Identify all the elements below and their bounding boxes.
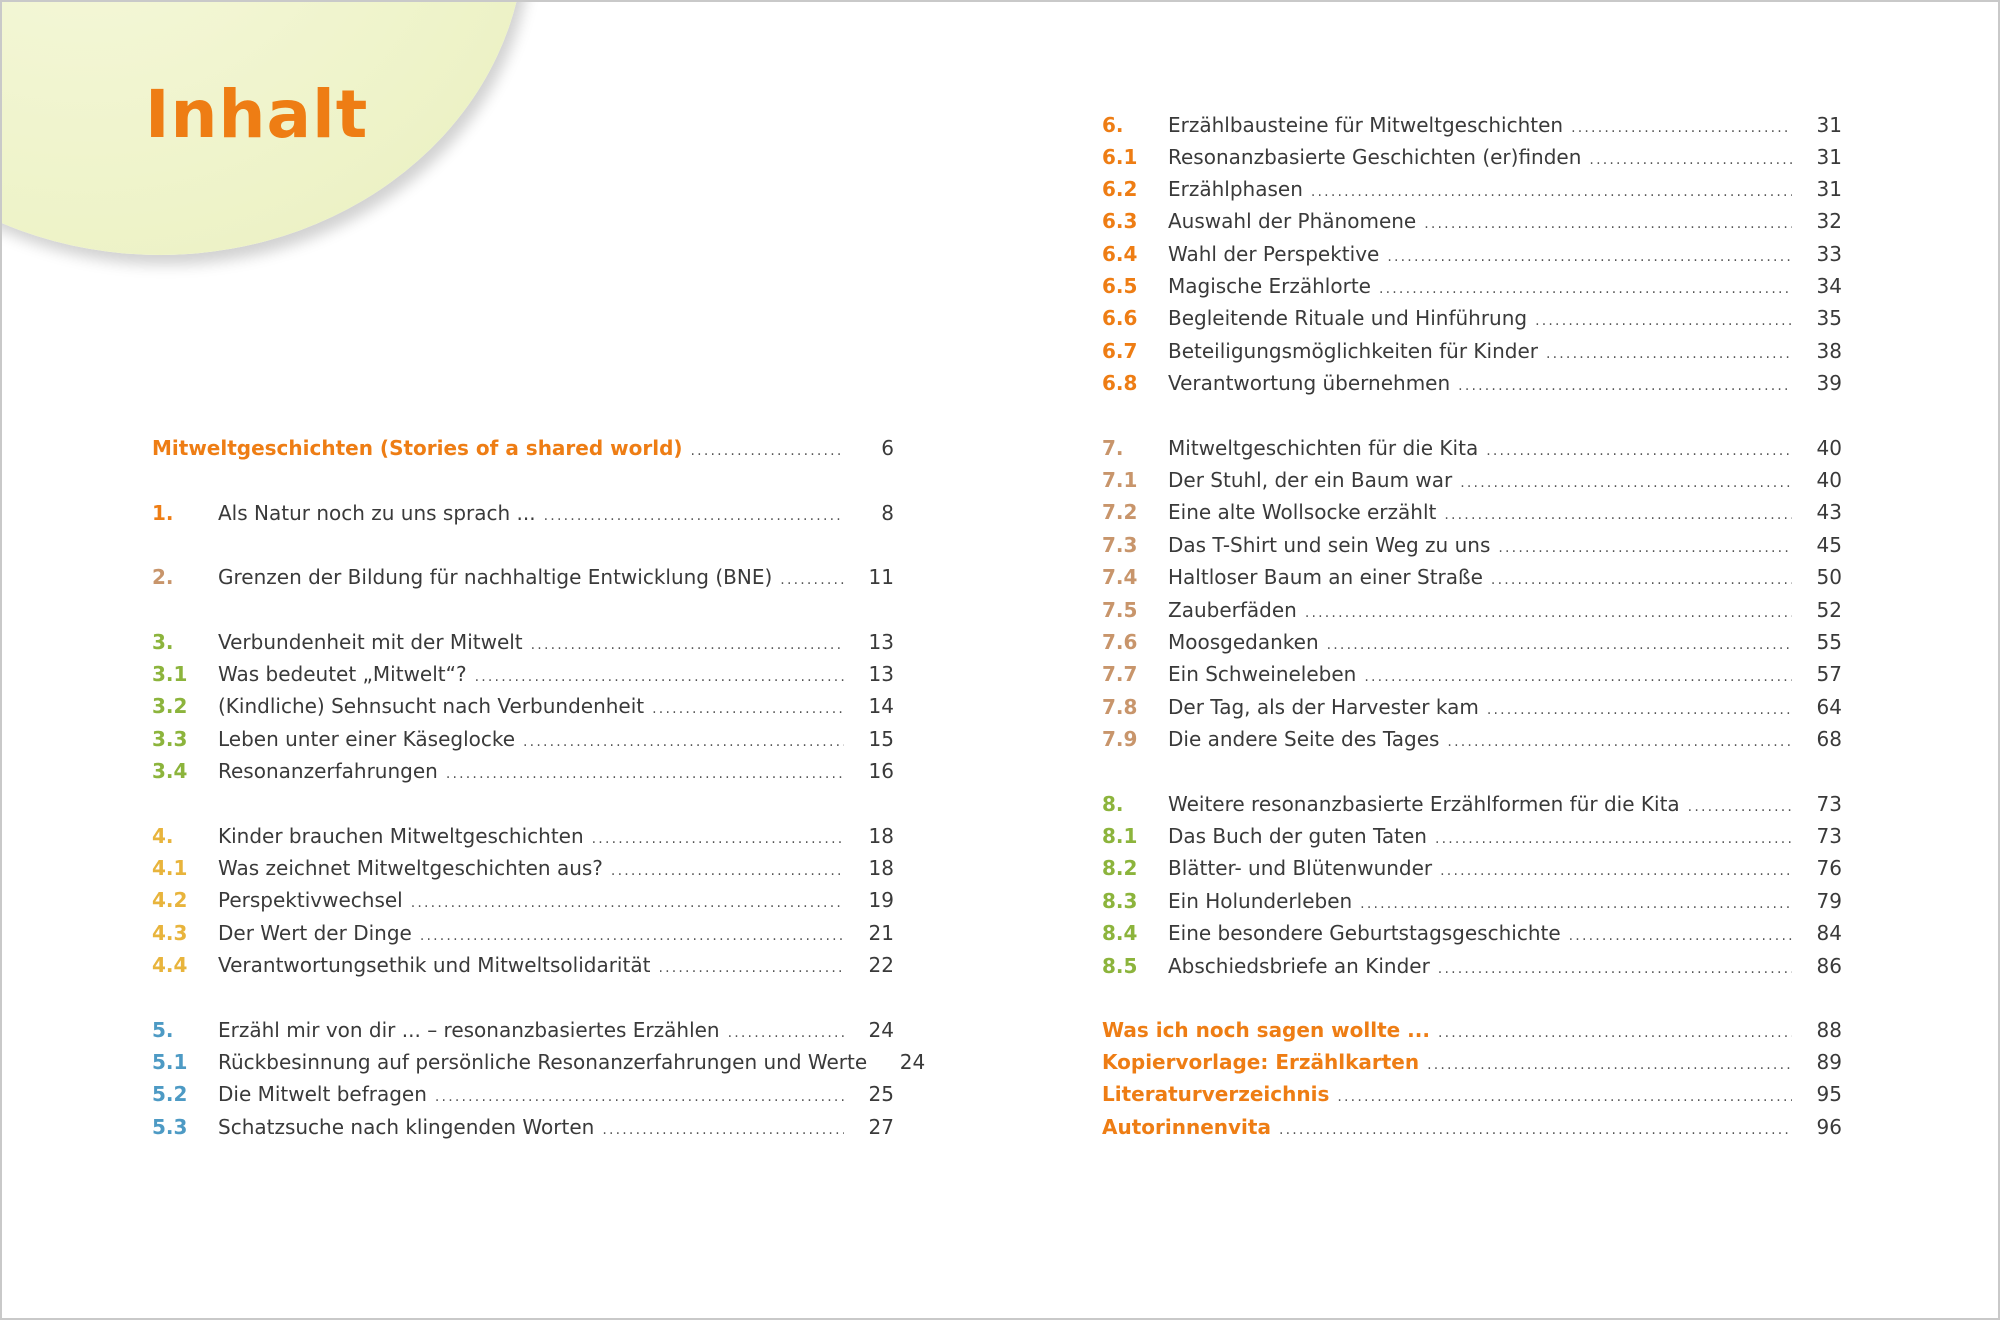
toc-entry[interactable] xyxy=(152,820,894,852)
toc-leader-dots xyxy=(1589,144,1792,176)
toc-leader-dots xyxy=(1444,499,1792,531)
toc-entry-page: 79 xyxy=(1816,889,1842,913)
toc-leader-dots xyxy=(1440,855,1792,887)
toc-entry-title: Mitweltgeschichten (Stories of a shared world) xyxy=(152,436,683,460)
toc-leader-dots xyxy=(1424,208,1792,240)
toc-entry[interactable] xyxy=(1102,270,1842,302)
toc-leader-dots xyxy=(475,661,844,693)
toc-leader-dots xyxy=(420,920,844,952)
toc-entry[interactable] xyxy=(1102,658,1842,690)
toc-entry-number: 6. xyxy=(1102,113,1124,137)
toc-leader-dots xyxy=(1546,338,1792,370)
toc-entry[interactable] xyxy=(1102,173,1842,205)
toc-leader-dots xyxy=(1688,791,1792,823)
toc-entry-title: Resonanzerfahrungen xyxy=(218,759,438,783)
toc-entry[interactable] xyxy=(1102,335,1842,367)
toc-leader-dots xyxy=(1360,888,1792,920)
toc-entry-page: 21 xyxy=(868,921,894,945)
toc-entry-title: Was bedeutet „Mitwelt“? xyxy=(218,662,467,686)
toc-entry-title: Wahl der Perspektive xyxy=(1168,242,1380,266)
toc-entry-page: 39 xyxy=(1816,371,1842,395)
toc-entry-title: Ein Schweineleben xyxy=(1168,662,1357,686)
toc-entry-number: 5. xyxy=(152,1018,174,1042)
toc-entry-title: Leben unter einer Käseglocke xyxy=(218,727,516,751)
toc-entry[interactable] xyxy=(1102,594,1842,626)
toc-entry-page: 73 xyxy=(1816,824,1842,848)
toc-leader-dots xyxy=(544,500,844,532)
toc-entry[interactable] xyxy=(1102,529,1842,561)
toc-entry-title: Erzähl mir von dir ... – resonanzbasiertes Erzählen xyxy=(218,1018,720,1042)
toc-entry[interactable] xyxy=(1102,302,1842,334)
toc-entry-page: 57 xyxy=(1816,662,1842,686)
toc-entry-page: 19 xyxy=(868,888,894,912)
toc-entry-page: 89 xyxy=(1816,1050,1842,1074)
toc-entry-number: 7.5 xyxy=(1102,598,1138,622)
toc-entry-title: Was zeichnet Mitweltgeschichten aus? xyxy=(218,856,603,880)
toc-entry-number: 3.1 xyxy=(152,662,188,686)
toc-entry-title: Verantwortungsethik und Mitweltsolidarität xyxy=(218,953,651,977)
toc-entry-page: 8 xyxy=(881,501,894,525)
toc-entry-number: 3.2 xyxy=(152,694,188,718)
toc-entry-number: 7.1 xyxy=(1102,468,1138,492)
toc-entry-number: 8.4 xyxy=(1102,921,1138,945)
toc-entry-number: 7.3 xyxy=(1102,533,1138,557)
toc-leader-dots xyxy=(780,564,844,596)
toc-entry-page: 88 xyxy=(1816,1018,1842,1042)
toc-entry[interactable] xyxy=(1102,1111,1842,1143)
toc-entry-number: 7.4 xyxy=(1102,565,1138,589)
toc-entry-page: 15 xyxy=(868,727,894,751)
toc-leader-dots xyxy=(1364,661,1792,693)
toc-entry-title: Mitweltgeschichten für die Kita xyxy=(1168,436,1479,460)
toc-entry[interactable] xyxy=(1102,432,1842,464)
toc-entry-number: 4. xyxy=(152,824,174,848)
toc-entry-title: Blätter- und Blütenwunder xyxy=(1168,856,1433,880)
toc-entry-title: Der Wert der Dinge xyxy=(218,921,412,945)
toc-entry-title: Die andere Seite des Tages xyxy=(1168,727,1440,751)
toc-leader-dots xyxy=(611,855,844,887)
toc-entry-title: Perspektivwechsel xyxy=(218,888,403,912)
toc-entry-title: Rückbesinnung auf persönliche Resonanzerfahrungen und Werte xyxy=(218,1050,868,1074)
toc-leader-dots xyxy=(1460,467,1792,499)
toc-entry-title: Kopiervorlage: Erzählkarten xyxy=(1102,1050,1420,1074)
toc-entry[interactable] xyxy=(1102,788,1842,820)
toc-entry-page: 18 xyxy=(868,824,894,848)
toc-entry-number: 4.4 xyxy=(152,953,188,977)
toc-leader-dots xyxy=(1305,597,1792,629)
toc-entry-number: 6.4 xyxy=(1102,242,1138,266)
toc-entry-page: 96 xyxy=(1816,1115,1842,1139)
toc-leader-dots xyxy=(435,1081,844,1113)
toc-entry-page: 11 xyxy=(868,565,894,589)
toc-entry-page: 32 xyxy=(1816,209,1842,233)
toc-entry-title: Literaturverzeichnis xyxy=(1102,1082,1330,1106)
toc-entry-title: Erzählphasen xyxy=(1168,177,1303,201)
toc-entry-page: 76 xyxy=(1816,856,1842,880)
toc-entry-title: Kinder brauchen Mitweltgeschichten xyxy=(218,824,584,848)
toc-entry-number: 7. xyxy=(1102,436,1124,460)
toc-entry-page: 95 xyxy=(1816,1082,1842,1106)
toc-entry-number: 8.5 xyxy=(1102,954,1138,978)
toc-leader-dots xyxy=(1498,532,1792,564)
toc-entry-page: 24 xyxy=(899,1050,926,1074)
toc-entry[interactable] xyxy=(152,1014,894,1046)
toc-entry-number: 5.2 xyxy=(152,1082,188,1106)
toc-leader-dots xyxy=(1327,629,1792,661)
toc-entry[interactable] xyxy=(152,755,894,787)
toc-entry-title: Eine besondere Geburtstagsgeschichte xyxy=(1168,921,1561,945)
toc-entry-number: 3. xyxy=(152,630,174,654)
toc-entry-page: 13 xyxy=(868,662,894,686)
toc-entry-page: 27 xyxy=(868,1115,894,1139)
toc-entry[interactable] xyxy=(1102,691,1842,723)
toc-leader-dots xyxy=(1486,435,1792,467)
toc-entry-number: 5.1 xyxy=(152,1050,188,1074)
toc-entry-number: 8.1 xyxy=(1102,824,1138,848)
toc-entry-number: 6.2 xyxy=(1102,177,1138,201)
toc-entry-title: Grenzen der Bildung für nachhaltige Entwicklung (BNE) xyxy=(218,565,773,589)
toc-entry-number: 6.6 xyxy=(1102,306,1138,330)
toc-entry-page: 33 xyxy=(1816,242,1842,266)
toc-entry[interactable] xyxy=(152,658,894,690)
toc-entry[interactable] xyxy=(1102,1078,1842,1110)
toc-entry-page: 50 xyxy=(1816,565,1842,589)
toc-entry[interactable] xyxy=(152,723,894,755)
toc-entry-title: Der Tag, als der Harvester kam xyxy=(1168,695,1479,719)
toc-entry-number: 6.7 xyxy=(1102,339,1138,363)
toc-leader-dots xyxy=(531,629,844,661)
toc-leader-dots xyxy=(411,887,844,919)
toc-entry[interactable] xyxy=(152,1111,894,1143)
toc-entry[interactable] xyxy=(1102,885,1842,917)
toc-entry-number: 2. xyxy=(152,565,174,589)
toc-entry-title: Resonanzbasierte Geschichten (er)finden xyxy=(1168,145,1582,169)
toc-entry-page: 43 xyxy=(1816,500,1842,524)
toc-entry-title: Verbundenheit mit der Mitwelt xyxy=(218,630,523,654)
toc-leader-dots xyxy=(1279,1114,1792,1146)
toc-entry-number: 4.1 xyxy=(152,856,188,880)
toc-entry-number: 7.2 xyxy=(1102,500,1138,524)
toc-entry-page: 22 xyxy=(868,953,894,977)
toc-leader-dots xyxy=(658,952,844,984)
toc-leader-dots xyxy=(1427,1049,1792,1081)
toc-entry-title: Was ich noch sagen wollte ... xyxy=(1102,1018,1430,1042)
toc-entry-number: 3.4 xyxy=(152,759,188,783)
toc-entry[interactable] xyxy=(1102,367,1842,399)
toc-leader-dots xyxy=(1571,112,1792,144)
toc-entry-page: 25 xyxy=(868,1082,894,1106)
toc-entry-page: 55 xyxy=(1816,630,1842,654)
toc-entry[interactable] xyxy=(152,1078,894,1110)
toc-entry[interactable] xyxy=(152,690,894,722)
toc-entry-title: Ein Holunderleben xyxy=(1168,889,1353,913)
toc-entry[interactable] xyxy=(1102,626,1842,658)
toc-entry[interactable] xyxy=(1102,561,1842,593)
toc-leader-dots xyxy=(1438,1017,1792,1049)
toc-entry-title: (Kindliche) Sehnsucht nach Verbundenheit xyxy=(218,694,645,718)
toc-entry[interactable] xyxy=(1102,1046,1842,1078)
toc-entry-number: 6.1 xyxy=(1102,145,1138,169)
toc-entry-number: 8.3 xyxy=(1102,889,1138,913)
toc-leader-dots xyxy=(1311,176,1792,208)
toc-entry-page: 38 xyxy=(1816,339,1842,363)
toc-entry-title: Verantwortung übernehmen xyxy=(1168,371,1451,395)
toc-entry-title: Der Stuhl, der ein Baum war xyxy=(1168,468,1453,492)
toc-entry[interactable] xyxy=(1102,917,1842,949)
toc-entry-page: 68 xyxy=(1816,727,1842,751)
toc-entry-number: 4.3 xyxy=(152,921,188,945)
toc-entry[interactable] xyxy=(1102,1014,1842,1046)
toc-leader-dots xyxy=(602,1114,844,1146)
toc-leader-dots xyxy=(1487,694,1792,726)
toc-entry-number: 8. xyxy=(1102,792,1124,816)
toc-entry-title: Moosgedanken xyxy=(1168,630,1319,654)
toc-leader-dots xyxy=(1491,564,1792,596)
toc-entry-title: Das T-Shirt und sein Weg zu uns xyxy=(1168,533,1491,557)
toc-leader-dots xyxy=(1379,273,1792,305)
toc-entry-title: Eine alte Wollsocke erzählt xyxy=(1168,500,1437,524)
toc-entry[interactable] xyxy=(152,626,894,658)
toc-entry-title: Weitere resonanzbasierte Erzählformen für die Kita xyxy=(1168,792,1680,816)
toc-entry-page: 31 xyxy=(1816,113,1842,137)
toc-entry[interactable] xyxy=(1102,109,1842,141)
toc-entry-page: 16 xyxy=(868,759,894,783)
toc-entry-title: Autorinnenvita xyxy=(1102,1115,1271,1139)
toc-entry-title: Zauberfäden xyxy=(1168,598,1297,622)
toc-leader-dots xyxy=(1387,241,1792,273)
toc-entry[interactable] xyxy=(152,949,894,981)
toc-entry-page: 31 xyxy=(1816,177,1842,201)
toc-leader-dots xyxy=(1535,305,1792,337)
toc-leader-dots xyxy=(523,726,844,758)
toc-leader-dots xyxy=(1458,370,1792,402)
toc-entry[interactable] xyxy=(152,884,894,916)
toc-entry-number: 1. xyxy=(152,501,174,525)
toc-leader-dots xyxy=(1569,920,1792,952)
toc-leader-dots xyxy=(446,758,844,790)
toc-entry-number: 8.2 xyxy=(1102,856,1138,880)
toc-entry-page: 13 xyxy=(868,630,894,654)
toc-entry-title: Magische Erzählorte xyxy=(1168,274,1371,298)
toc-entry-page: 6 xyxy=(881,436,894,460)
toc-entry[interactable] xyxy=(1102,205,1842,237)
toc-entry-number: 5.3 xyxy=(152,1115,188,1139)
toc-entry-number: 6.8 xyxy=(1102,371,1138,395)
toc-entry-number: 6.3 xyxy=(1102,209,1138,233)
toc-entry[interactable] xyxy=(1102,464,1842,496)
toc-leader-dots xyxy=(728,1017,844,1049)
toc-entry-title: Auswahl der Phänomene xyxy=(1168,209,1417,233)
toc-entry-page: 14 xyxy=(868,694,894,718)
toc-entry-title: Als Natur noch zu uns sprach ... xyxy=(218,501,536,525)
toc-leader-dots xyxy=(1447,726,1792,758)
toc-entry[interactable] xyxy=(152,432,894,464)
page-title: Inhalt xyxy=(145,76,369,153)
toc-entry-number: 3.3 xyxy=(152,727,188,751)
toc-entry-number: 7.9 xyxy=(1102,727,1138,751)
toc-entry-title: Abschiedsbriefe an Kinder xyxy=(1168,954,1430,978)
toc-entry[interactable] xyxy=(1102,852,1842,884)
toc-entry-page: 34 xyxy=(1816,274,1842,298)
toc-leader-dots xyxy=(592,823,844,855)
toc-leader-dots xyxy=(691,435,844,467)
toc-entry-number: 7.8 xyxy=(1102,695,1138,719)
toc-entry-title: Beteiligungsmöglichkeiten für Kinder xyxy=(1168,339,1538,363)
toc-entry-page: 40 xyxy=(1816,468,1842,492)
toc-leader-dots xyxy=(652,693,844,725)
toc-entry-page: 31 xyxy=(1816,145,1842,169)
toc-entry-page: 40 xyxy=(1816,436,1842,460)
toc-entry-title: Die Mitwelt befragen xyxy=(218,1082,427,1106)
toc-entry[interactable] xyxy=(1102,820,1842,852)
toc-leader-dots xyxy=(1337,1081,1792,1113)
toc-entry-page: 52 xyxy=(1816,598,1842,622)
toc-entry[interactable] xyxy=(152,497,894,529)
toc-entry-page: 35 xyxy=(1816,306,1842,330)
toc-entry-page: 84 xyxy=(1816,921,1842,945)
toc-entry-number: 4.2 xyxy=(152,888,188,912)
toc-entry-title: Haltloser Baum an einer Straße xyxy=(1168,565,1483,589)
toc-entry-title: Begleitende Rituale und Hinführung xyxy=(1168,306,1528,330)
toc-entry-number: 7.6 xyxy=(1102,630,1138,654)
toc-entry-title: Erzählbausteine für Mitweltgeschichten xyxy=(1168,113,1564,137)
toc-entry[interactable] xyxy=(1102,238,1842,270)
toc-entry-title: Das Buch der guten Taten xyxy=(1168,824,1427,848)
toc-entry-page: 24 xyxy=(868,1018,894,1042)
toc-entry[interactable] xyxy=(152,852,894,884)
toc-entry[interactable] xyxy=(152,1046,926,1078)
toc-entry[interactable] xyxy=(1102,141,1842,173)
toc-leader-dots xyxy=(1438,953,1792,985)
toc-entry[interactable] xyxy=(1102,496,1842,528)
toc-entry-number: 7.7 xyxy=(1102,662,1138,686)
toc-entry-page: 73 xyxy=(1816,792,1842,816)
toc-entry[interactable] xyxy=(1102,950,1842,982)
toc-leader-dots xyxy=(1435,823,1792,855)
toc-entry[interactable] xyxy=(1102,723,1842,755)
toc-entry[interactable] xyxy=(152,561,894,593)
toc-entry-number: 6.5 xyxy=(1102,274,1138,298)
toc-entry-page: 64 xyxy=(1816,695,1842,719)
toc-entry[interactable] xyxy=(152,917,894,949)
toc-entry-page: 86 xyxy=(1816,954,1842,978)
toc-entry-page: 45 xyxy=(1816,533,1842,557)
toc-entry-title: Schatzsuche nach klingenden Worten xyxy=(218,1115,595,1139)
toc-entry-page: 18 xyxy=(868,856,894,880)
